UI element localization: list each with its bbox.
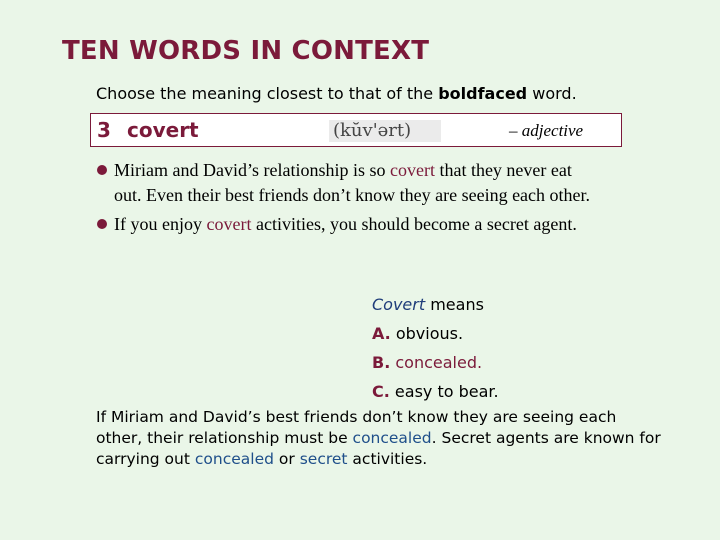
explanation-text bbox=[96, 407, 666, 470]
question-term: Covert bbox=[372, 295, 426, 314]
sentence-2-highlight: covert bbox=[206, 214, 252, 234]
sentence-1-after: that they never eat bbox=[439, 160, 572, 180]
sentence-1-highlight: covert bbox=[389, 160, 435, 180]
vocab-word-box bbox=[90, 113, 622, 147]
instruction-before: Choose the meaning closest to that of the bbox=[96, 84, 434, 103]
question-stem bbox=[372, 290, 499, 319]
example-sentence-1 bbox=[97, 158, 657, 208]
answer-option-c[interactable] bbox=[372, 377, 499, 406]
answer-option-b[interactable] bbox=[372, 348, 499, 377]
sentence-1-before: Miriam and David’s relationship is so bbox=[114, 160, 386, 180]
vocab-word: covert bbox=[127, 118, 199, 142]
instruction-bold: boldfaced bbox=[438, 84, 528, 103]
word-number: 3 bbox=[97, 118, 111, 142]
instruction-text bbox=[96, 84, 577, 103]
option-text: obvious. bbox=[395, 324, 464, 343]
bullet-icon bbox=[97, 219, 107, 229]
option-letter: C. bbox=[372, 382, 390, 401]
option-text: easy to bear. bbox=[394, 382, 499, 401]
page-title: TEN WORDS IN CONTEXT bbox=[62, 36, 430, 66]
sentence-2-before: If you enjoy bbox=[114, 214, 202, 234]
explanation-highlight-2: concealed bbox=[194, 450, 274, 468]
question-block bbox=[372, 290, 499, 406]
bullet-icon bbox=[97, 165, 107, 175]
explanation-part-2: . Secret agents are known for carrying out bbox=[96, 429, 661, 468]
example-sentence-2 bbox=[97, 212, 577, 237]
explanation-part-4: activities. bbox=[352, 450, 428, 468]
explanation-highlight-1: concealed bbox=[352, 429, 432, 447]
instruction-after: word. bbox=[532, 84, 577, 103]
explanation-part-1: If Miriam and David’s best friends don’t know they are seeing each other, their relationship must be bbox=[96, 408, 617, 447]
question-stem-text: means bbox=[430, 295, 484, 314]
pronunciation: (kŭv'ərt) bbox=[329, 120, 441, 142]
option-letter: B. bbox=[372, 353, 391, 372]
option-letter: A. bbox=[372, 324, 391, 343]
part-of-speech: – adjective bbox=[509, 121, 584, 140]
explanation-part-3: or bbox=[278, 450, 295, 468]
sentence-1-continuation: out. Even their best friends don’t know they are seeing each other. bbox=[114, 185, 591, 205]
answer-option-a[interactable] bbox=[372, 319, 499, 348]
option-text: concealed. bbox=[395, 353, 483, 372]
explanation-highlight-3: secret bbox=[299, 450, 348, 468]
sentence-2-after: activities, you should become a secret agent. bbox=[255, 214, 577, 234]
